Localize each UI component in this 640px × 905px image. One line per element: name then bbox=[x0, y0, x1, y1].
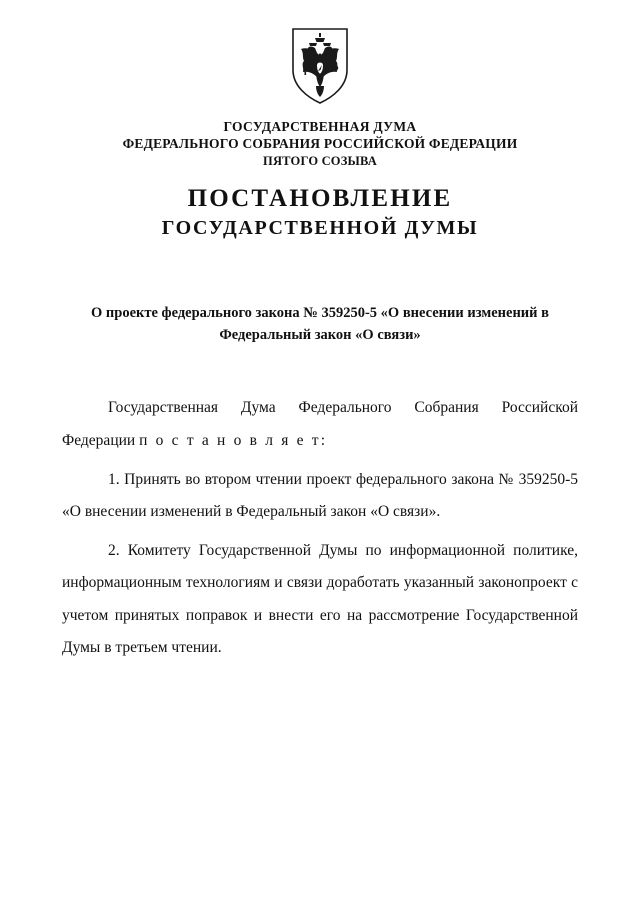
intro-paragraph bbox=[62, 392, 578, 457]
document-title: ПОСТАНОВЛЕНИЕ bbox=[187, 184, 453, 212]
authority-line-3: ПЯТОГО СОЗЫВА bbox=[263, 153, 377, 168]
intro-resolves-word: п о с т а н о в л я е т: bbox=[139, 432, 328, 450]
document-body bbox=[62, 392, 578, 664]
clause-item-2: 2. Комитету Государственной Думы по информационной политике, информационным технологиям и связи доработать указанный законопроект с учетом принятых поправок и внести его на рассмотрение Государственной Думы в третьем чтении. bbox=[62, 541, 578, 657]
document-subtitle: ГОСУДАРСТВЕННОЙ ДУМЫ bbox=[161, 216, 479, 239]
document-subject: О проекте федерального закона № 359250-5 «О внесении изменений в Федеральный закон «О связи» bbox=[91, 304, 549, 343]
russian-coat-of-arms-icon bbox=[289, 26, 351, 106]
authority-line-1: ГОСУДАРСТВЕННАЯ ДУМА bbox=[223, 119, 417, 134]
authority-line-2: ФЕДЕРАЛЬНОГО СОБРАНИЯ РОССИЙСКОЙ ФЕДЕРАЦИИ bbox=[122, 136, 518, 152]
issuing-authority-block bbox=[62, 118, 578, 169]
intro-text: Государственная Дума Федерального Собрания Российской Федерации bbox=[62, 399, 578, 450]
emblem-container bbox=[62, 0, 578, 106]
clause-item-1: 1. Принять во втором чтении проект федерального закона № 359250-5 «О внесении изменений в Федеральный закон «О связи». bbox=[62, 470, 578, 521]
